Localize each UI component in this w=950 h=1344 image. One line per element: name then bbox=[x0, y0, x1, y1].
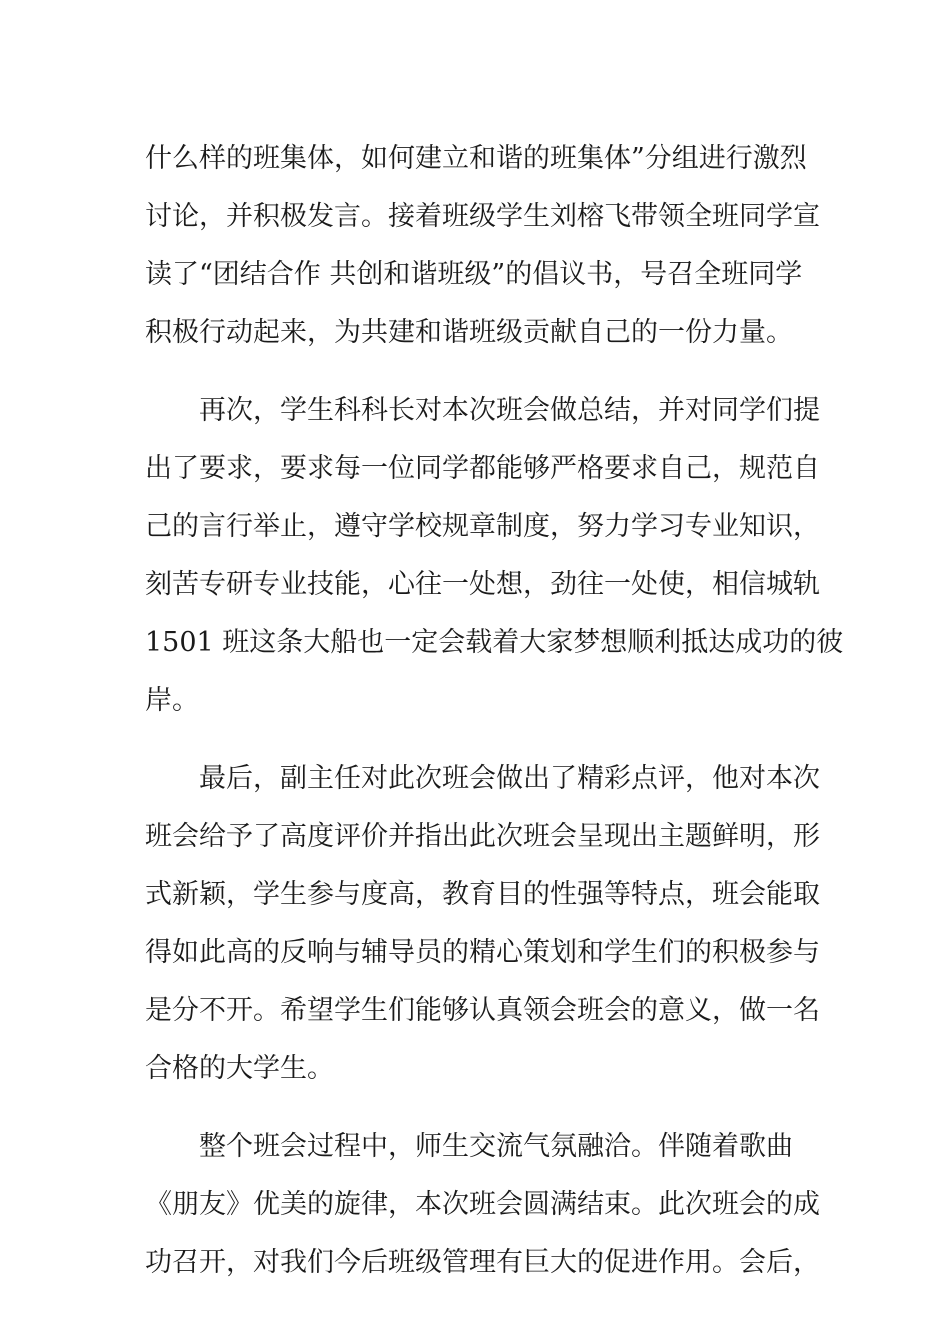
text-line: 是分不开。希望学生们能够认真领会班会的意义，做一名 bbox=[145, 995, 820, 1026]
text-line: 合格的大学生。 bbox=[145, 1053, 334, 1084]
paragraph-1 bbox=[145, 130, 820, 362]
text-line: 《朋友》优美的旋律，本次班会圆满结束。此次班会的成 bbox=[145, 1189, 820, 1220]
text-line: 刻苦专研专业技能，心往一处想，劲往一处使，相信城轨 bbox=[145, 569, 820, 600]
text-line: 式新颖，学生参与度高，教育目的性强等特点，班会能取 bbox=[145, 879, 820, 910]
text-line: 读了“团结合作 共创和谐班级”的倡议书，号召全班同学 bbox=[145, 259, 803, 290]
paragraph-4 bbox=[145, 1118, 820, 1292]
text-line: 功召开，对我们今后班级管理有巨大的促进作用。会后， bbox=[145, 1247, 820, 1278]
text-line: 讨论，并积极发言。接着班级学生刘榕飞带领全班同学宣 bbox=[145, 201, 820, 232]
text-line: 整个班会过程中，师生交流气氛融洽。伴随着歌曲 bbox=[199, 1131, 793, 1162]
paragraph-3 bbox=[145, 750, 820, 1098]
text-line: 积极行动起来，为共建和谐班级贡献自己的一份力量。 bbox=[145, 317, 793, 348]
text-line: 岸。 bbox=[145, 685, 199, 716]
text-line: 再次，学生科科长对本次班会做总结，并对同学们提 bbox=[199, 395, 820, 426]
text-line: 最后，副主任对此次班会做出了精彩点评，他对本次 bbox=[199, 763, 820, 794]
text-line: 出了要求，要求每一位同学都能够严格要求自己，规范自 bbox=[145, 453, 820, 484]
text-line: 得如此高的反响与辅导员的精心策划和学生们的积极参与 bbox=[145, 937, 820, 968]
paragraph-spacer bbox=[145, 1098, 810, 1118]
text-line: 什么样的班集体，如何建立和谐的班集体”分组进行激烈 bbox=[145, 143, 807, 174]
paragraph-2 bbox=[145, 382, 844, 730]
text-line: 班会给予了高度评价并指出此次班会呈现出主题鲜明，形 bbox=[145, 821, 820, 852]
text-line: 己的言行举止，遵守学校规章制度，努力学习专业知识， bbox=[145, 511, 820, 542]
document-body bbox=[145, 130, 844, 1292]
text-line: 1501 班这条大船也一定会载着大家梦想顺利抵达成功的彼 bbox=[145, 627, 844, 658]
paragraph-spacer bbox=[145, 362, 810, 382]
paragraph-spacer bbox=[145, 730, 810, 750]
